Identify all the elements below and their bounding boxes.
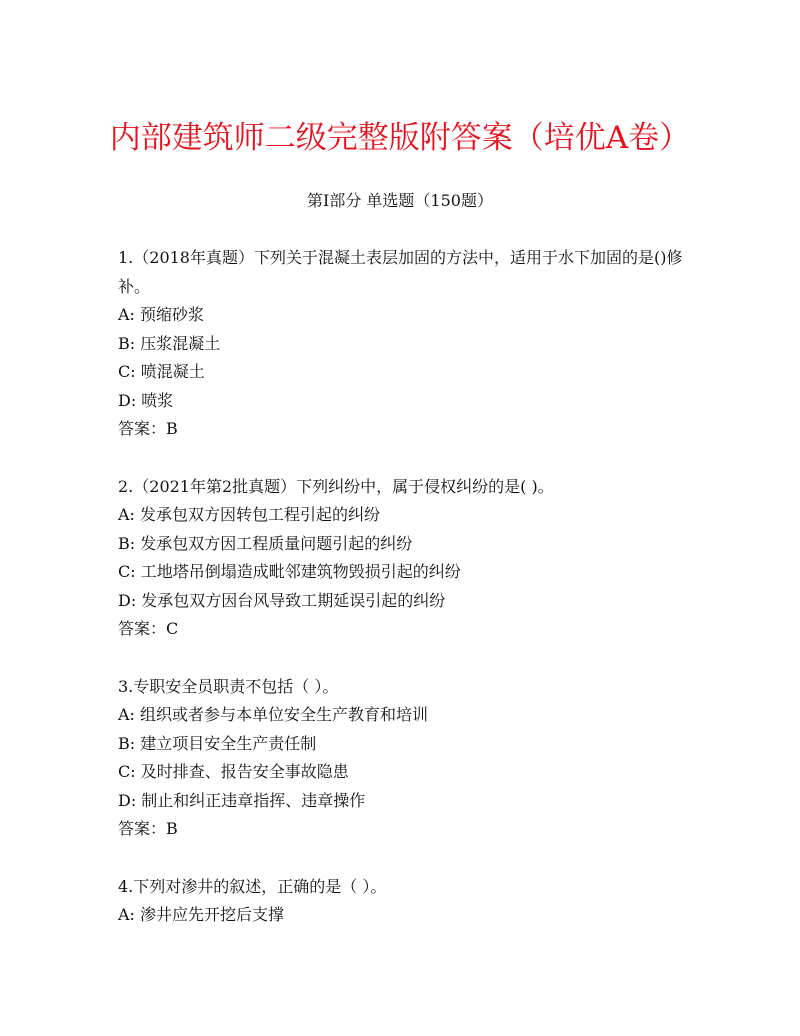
question-3 <box>118 673 688 844</box>
question-stem: 1.（2018年真题）下列关于混凝土表层加固的方法中，适用于水下加固的是()修补。 <box>118 248 683 296</box>
question-stem: 4.下列对渗井的叙述，正确的是（ ）。 <box>118 876 387 896</box>
option-d: D: 制止和纠正违章指挥、违章操作 <box>118 790 366 810</box>
answer: 答案：B <box>118 819 178 838</box>
option-a: A: 预缩砂浆 <box>118 305 205 324</box>
option-d: D: 喷浆 <box>118 390 174 410</box>
option-b: B: 发承包双方因工程质量问题引起的纠纷 <box>118 533 413 553</box>
section-title: 第I部分 单选题（150题） <box>307 191 493 210</box>
answer: 答案：B <box>118 419 178 438</box>
option-a: A: 组织或者参与本单位安全生产教育和培训 <box>118 705 429 724</box>
option-d: D: 发承包双方因台风导致工期延误引起的纠纷 <box>118 590 446 610</box>
option-a: A: 发承包双方因转包工程引起的纠纷 <box>118 505 381 524</box>
option-c: C: 及时排查、报告安全事故隐患 <box>118 762 349 781</box>
question-2 <box>118 473 688 644</box>
option-b: B: 建立项目安全生产责任制 <box>118 733 317 753</box>
question-4 <box>118 873 688 930</box>
answer: 答案：C <box>118 619 179 638</box>
question-stem: 2.（2021年第2批真题）下列纠纷中，属于侵权纠纷的是( )。 <box>118 476 554 496</box>
option-c: C: 喷混凝土 <box>118 362 205 381</box>
document-title: 内部建筑师二级完整版附答案（培优A卷） <box>109 120 691 156</box>
question-stem: 3.专职安全员职责不包括（ ）。 <box>118 676 339 696</box>
option-c: C: 工地塔吊倒塌造成毗邻建筑物毁损引起的纠纷 <box>118 562 461 581</box>
option-b: B: 压浆混凝土 <box>118 333 221 353</box>
question-1 <box>118 244 688 444</box>
option-a: A: 渗井应先开挖后支撑 <box>118 905 285 924</box>
question-list <box>118 244 688 959</box>
